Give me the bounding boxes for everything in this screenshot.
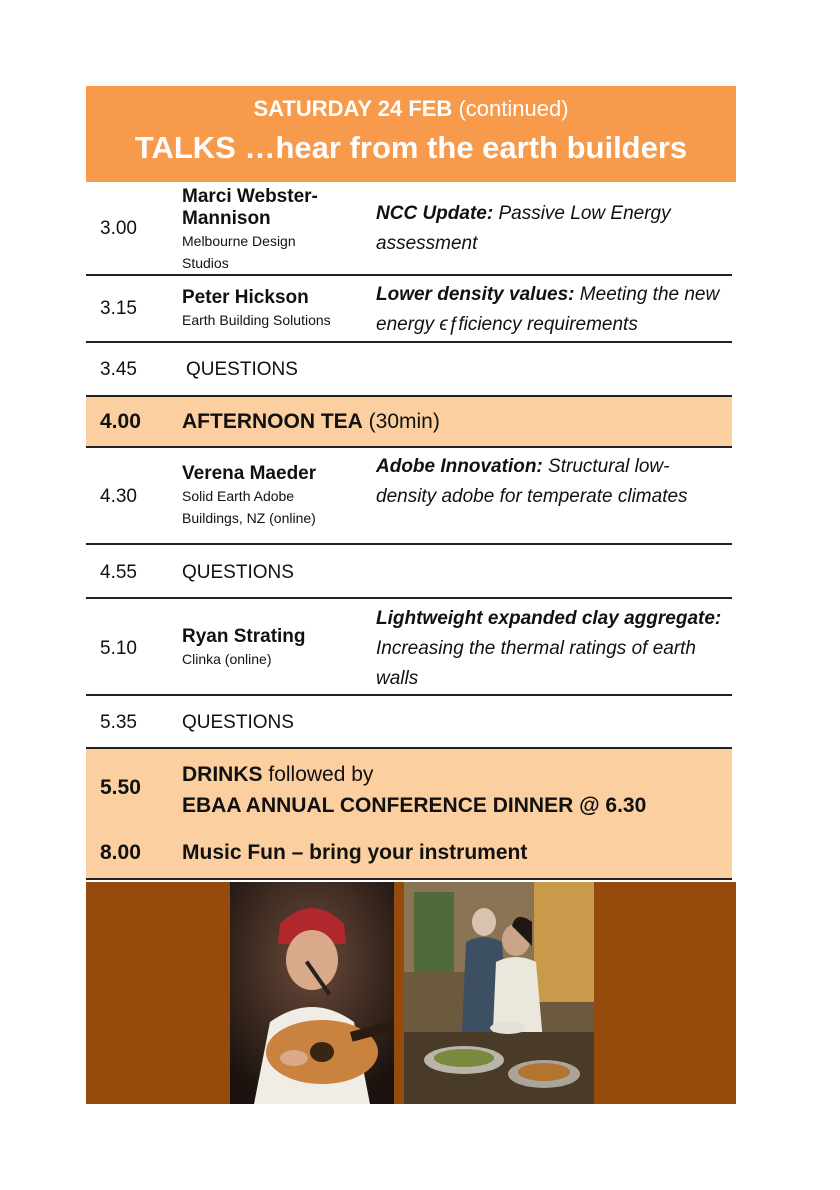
talk-topic [376,280,726,340]
header-date-line [86,96,736,122]
topic-description: Meeting the new energy ϵƒficiency requirements [376,284,720,335]
topic-heading: Adobe Innovation: [376,456,543,477]
speaker-block [182,186,318,274]
row-time: 3.45 [100,359,137,380]
schedule-row-510 [86,597,732,696]
topic-description: Structural low-density adobe for temperate climates [376,456,688,507]
row-time: 5.50 [100,776,141,799]
speaker-org: Earth Building Solutions [182,312,331,328]
afternoon-tea-duration: (30min) [368,410,440,433]
row-time: 3.00 [100,218,137,239]
row-time: 4.55 [100,562,137,583]
talk-topic [376,452,726,512]
speaker-name: Peter Hickson [182,287,309,308]
talk-topic [376,199,726,259]
header-title: TALKS …hear from the earth builders [134,130,688,165]
talk-topic [376,604,726,694]
topic-description: Increasing the thermal ratings of earth walls [376,638,697,689]
cooking-photo [404,882,594,1104]
header-continued: (continued) [458,96,569,121]
speaker-block [182,287,331,331]
speaker-block [182,626,306,670]
drinks-title: DRINKS [182,763,263,786]
speaker-org-line1: Solid Earth Adobe [182,488,295,504]
speaker-org: Clinka (online) [182,651,272,667]
topic-heading: Lightweight expanded clay aggregate: [376,608,722,629]
speaker-name: Ryan Strating [182,626,306,647]
music-title: Music Fun – bring your instrument [182,841,528,864]
speaker-org [182,230,318,274]
musician-photo [230,882,394,1104]
speaker-org-line1: Melbourne Design [182,233,296,249]
speaker-name-line2: Mannison [182,208,271,229]
row-time: 5.10 [100,638,137,659]
schedule-row-315 [86,276,732,343]
schedule-row-345 [86,343,732,395]
drinks-followed-by: followed by [268,763,374,786]
questions-label: QUESTIONS [182,562,294,583]
schedule-row-300 [86,182,732,276]
speaker-org [182,485,316,529]
header-banner [86,86,736,182]
questions-label: QUESTIONS [182,712,294,733]
speaker-name-line1: Marci Webster- [182,186,318,207]
schedule-row-535 [86,694,732,747]
schedule-row-400 [86,395,732,448]
row-time: 3.15 [100,298,137,319]
header-day: SATURDAY 24 FEB [253,96,453,121]
questions-label: QUESTIONS [186,359,298,380]
topic-heading: NCC Update: [376,203,494,224]
speaker-org-line2: Buildings, NZ (online) [182,510,316,526]
schedule-row-550 [86,747,732,828]
music-label [182,841,527,865]
afternoon-tea-label [182,410,440,434]
speaker-org-line2: Studios [182,255,229,271]
schedule-row-800 [86,826,732,880]
topic-description: Passive Low Energy assessment [376,203,671,254]
row-time: 5.35 [100,712,137,733]
drinks-label [182,759,646,821]
row-time: 4.00 [100,410,141,433]
conference-dinner: EBAA ANNUAL CONFERENCE DINNER @ 6.30 [182,794,647,817]
afternoon-tea-title: AFTERNOON TEA [182,410,363,433]
speaker-name [182,186,318,230]
schedule-row-455 [86,545,732,597]
row-time: 8.00 [100,841,141,864]
speaker-block [182,463,316,529]
schedule-row-430 [86,446,732,545]
topic-heading: Lower density values: [376,284,575,305]
speaker-name: Verena Maeder [182,463,317,484]
photo-strip [86,882,736,1104]
row-time: 4.30 [100,486,137,507]
